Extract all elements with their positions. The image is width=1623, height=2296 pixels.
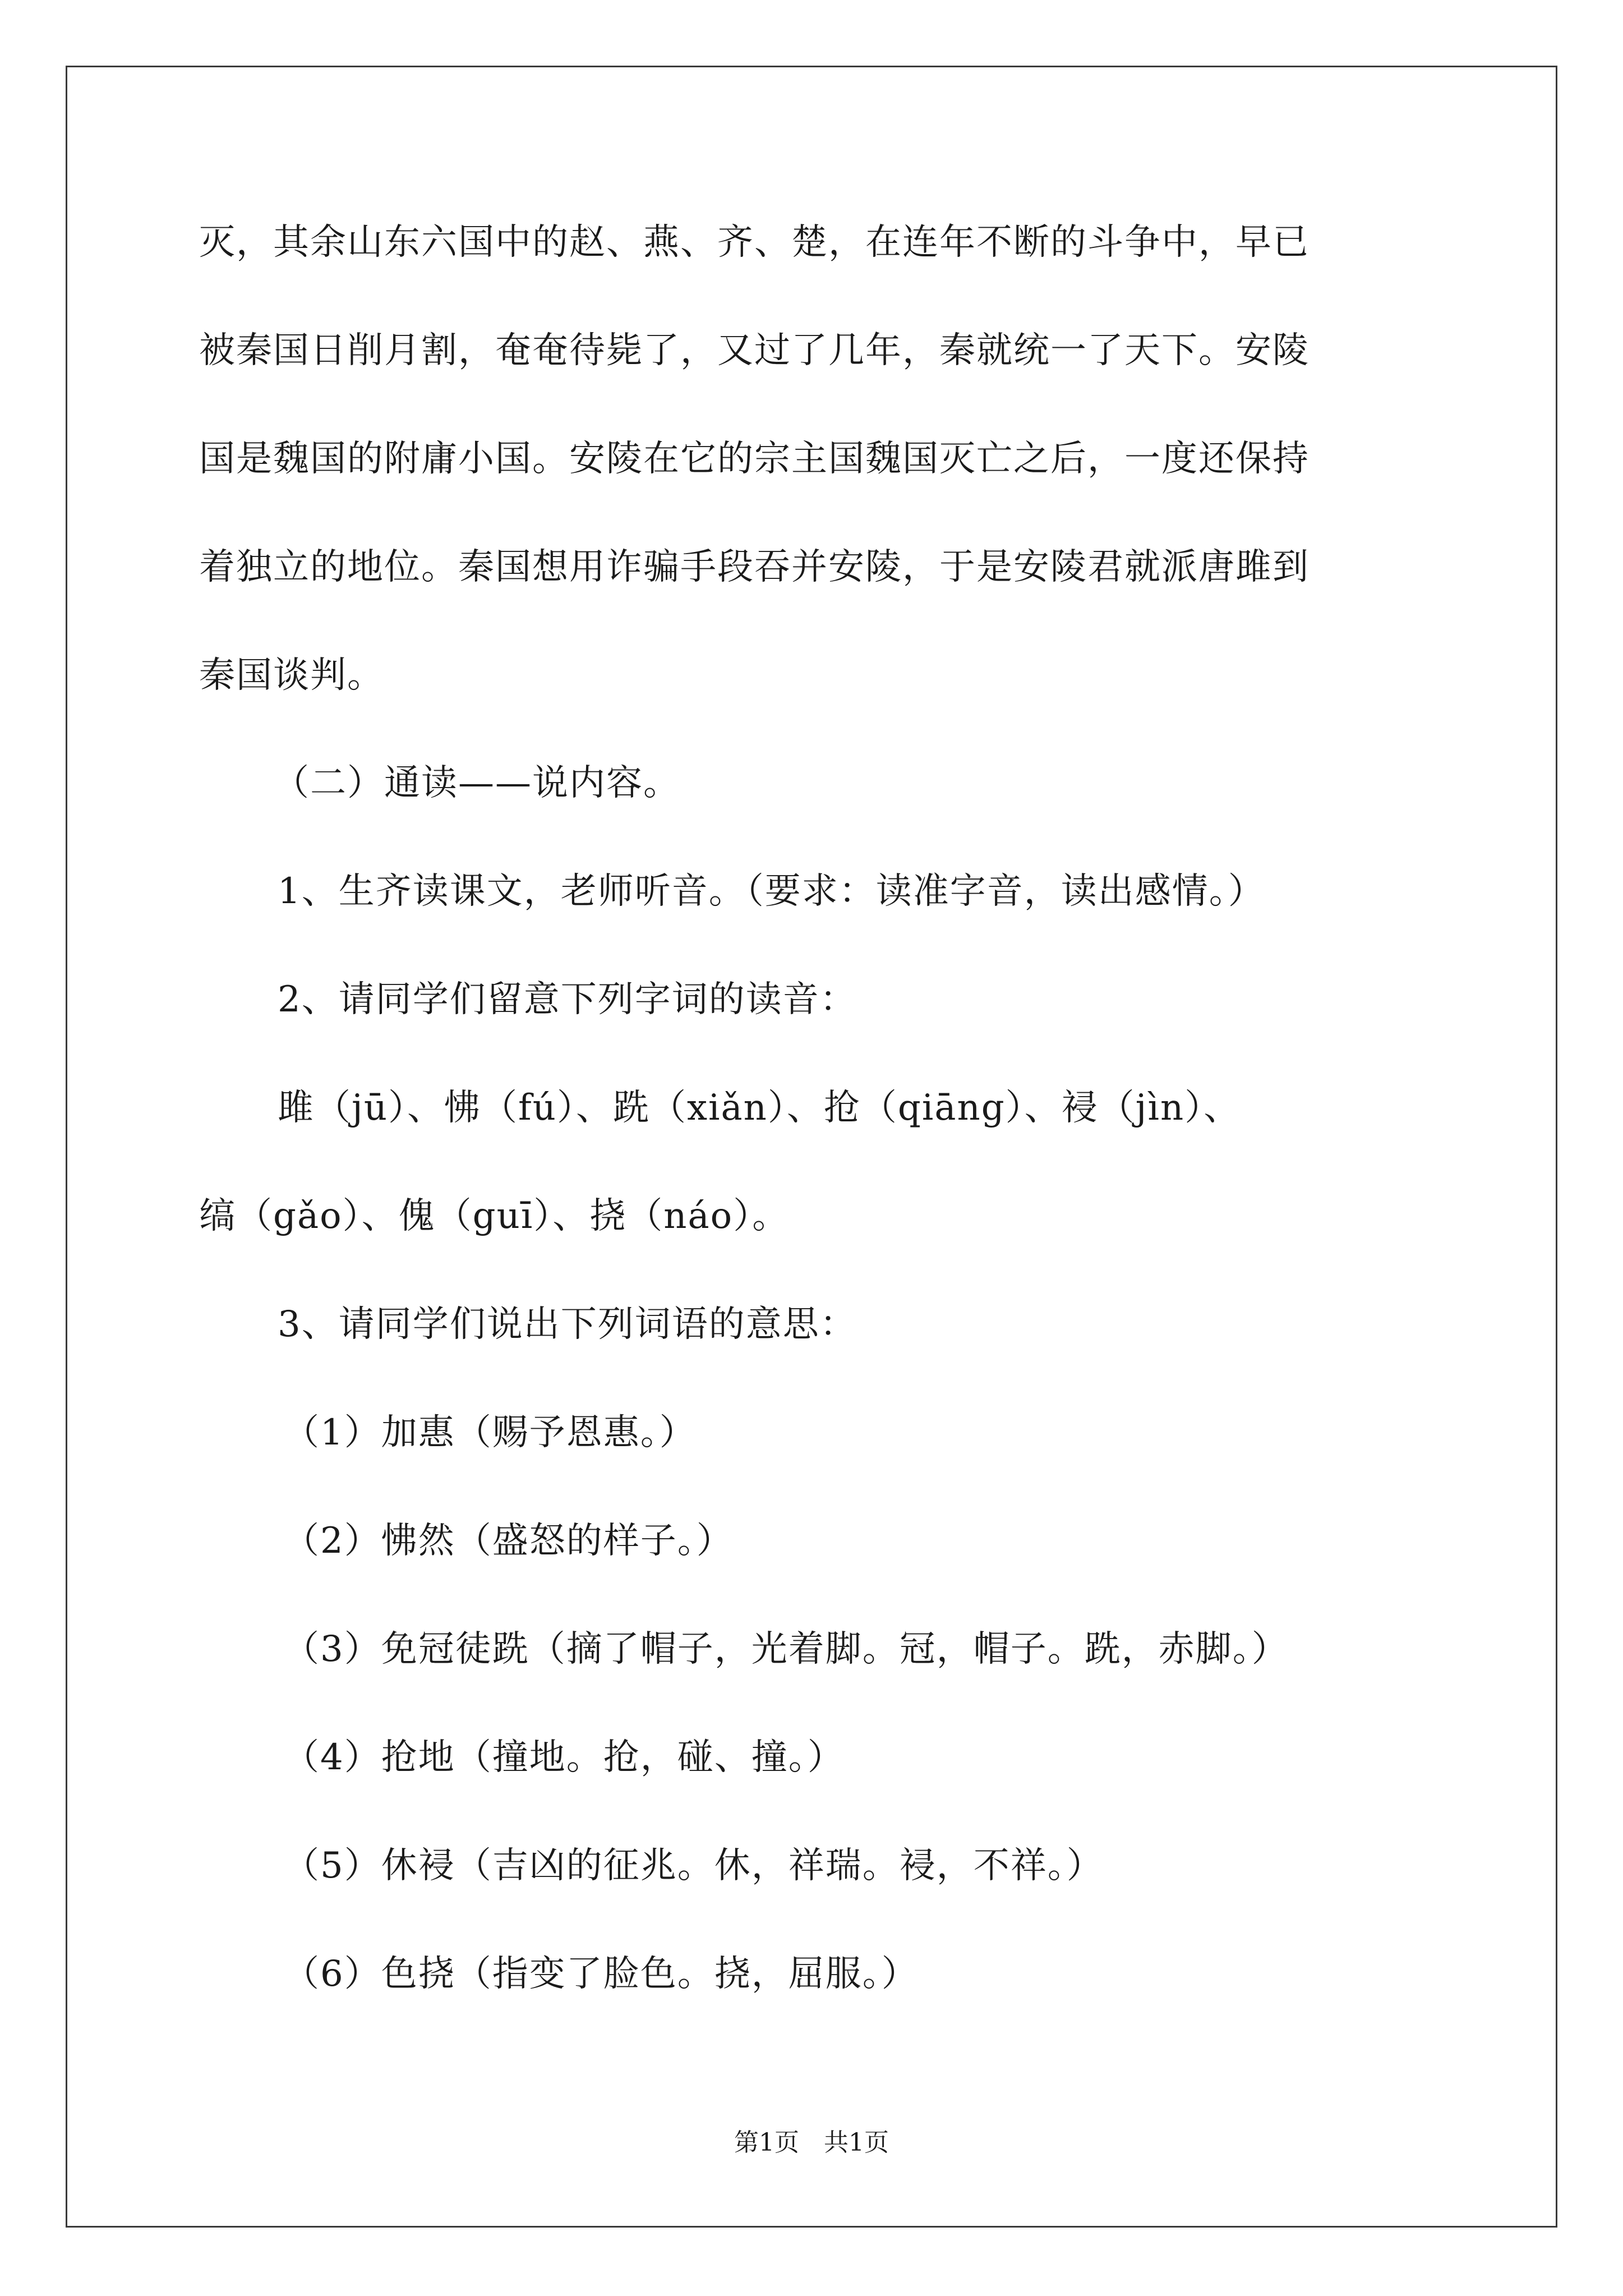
definition-item: （1）加惠（赐予恩惠。）	[283, 1412, 697, 1453]
text-line: 2、请同学们留意下列字词的读音：	[278, 979, 857, 1020]
text-line: 1、生齐读课文，老师听音。（要求：读准字音，读出感情。）	[278, 871, 1265, 912]
page-border	[66, 66, 1557, 2228]
text-line: 秦国谈判。	[199, 655, 384, 696]
text-line: 灭，其余山东六国中的赵、燕、齐、楚，在连年不断的斗争中，早已	[199, 222, 1310, 263]
definition-item: （5）休祲（吉凶的征兆。休，祥瑞。祲，不祥。）	[283, 1845, 1104, 1887]
page-footer: 第1页 共1页	[734, 2128, 889, 2157]
text-line: 3、请同学们说出下列词语的意思：	[278, 1304, 857, 1345]
text-line: 国是魏国的附庸小国。安陵在它的宗主国魏国灭亡之后，一度还保持	[199, 438, 1310, 480]
definition-item: （2）怫然（盛怒的样子。）	[283, 1520, 734, 1562]
text-line: 被秦国日削月割，奄奄待毙了，又过了几年，秦就统一了天下。安陵	[199, 330, 1310, 371]
text-line: 着独立的地位。秦国想用诈骗手段吞并安陵，于是安陵君就派唐雎到	[199, 546, 1310, 588]
definition-item: （4）抢地（撞地。抢，碰、撞。）	[283, 1737, 845, 1778]
definition-item: （3）免冠徒跣（摘了帽子，光着脚。冠，帽子。跣，赤脚。）	[283, 1628, 1289, 1670]
definition-item: （6）色挠（指变了脸色。挠，屈服。）	[283, 1953, 919, 1995]
section-heading: （二）通读——说内容。	[273, 762, 680, 804]
pronunciation-line: 雎（jū）、怫（fú）、跣（xiǎn）、抢（qiāng）、祲（jìn）、	[278, 1087, 1241, 1129]
pronunciation-line: 缟（gǎo）、傀（guī）、挠（náo）。	[199, 1195, 790, 1237]
